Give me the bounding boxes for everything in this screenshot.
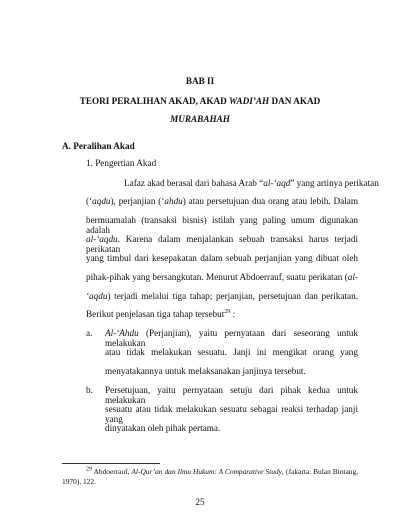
list-item-line: Al-‘Ahdu (Perjanjian), yaitu pernyataan dari seseorang untuk melakukan <box>105 328 358 348</box>
chapter-title-line1: TEORI PERALIHAN AKAD, AKAD WADI’AH DAN AKAD <box>79 96 321 106</box>
chapter-title-line2: MURABAHAH <box>170 114 230 124</box>
subsection-heading: 1. Pengertian Akad <box>86 158 157 168</box>
list-item-line: Persetujuan, yaitu pernyataan setuju dari pihak kedua untuk melakukan <box>105 385 358 405</box>
footnote-reference: 29 <box>224 308 231 315</box>
paragraph-line: yang timbul dari kesepakatan dalam sebuah perjanjian yang dibuat oleh <box>86 253 358 263</box>
footnote-line: 1970), 122. <box>62 477 96 486</box>
paragraph-line: pihak-pihak yang bersangkutan. Menurut Abdoerrauf, suatu perikatan (al- <box>86 272 358 282</box>
paragraph-line: ‘aqdu) terjadi melalui tiga tahap; perjanjian, persetujuan dan perikatan. <box>86 291 358 301</box>
list-item-line: atau tidak melakukan sesuatu. Janji ini mengikat orang yang <box>105 347 358 357</box>
list-marker: a. <box>86 328 93 338</box>
paragraph-line: al-‘aqdu. Karena dalam menjalankan sebuah transaksi harus terjadi perikatan <box>86 234 358 254</box>
paragraph-line: bermuamalah (transaksi bisnis) istilah yang paling umum digunakan adalah <box>86 215 358 235</box>
list-marker: b. <box>86 385 93 395</box>
page-number: 25 <box>195 497 205 507</box>
list-item-line: sesuatu atau tidak melakukan sesuatu sebagai reaksi terhadap janji yang <box>105 404 358 424</box>
list-item-line: menyatakannya untuk melaksanakan janjinya tersebut. <box>105 366 306 376</box>
paragraph-line: Berikut penjelasan tiga tahap tersebut$^{29}$ : <box>86 308 236 319</box>
paragraph-line: (‘aqdu), perjanjian (‘ahdu) atau persetujuan dua orang atau lebih. Dalam <box>86 196 358 206</box>
footnote-line: $^{29}$ Abdoerrauf, Al-Qur’an dan Ilmu Hukum: A Comparative Study, (Jakarta: Bulan Bintang, <box>86 466 358 476</box>
list-item-line: dinyatakan oleh pihak pertama. <box>105 423 221 433</box>
chapter-number: BAB II <box>185 76 215 86</box>
footnote-number: 29 <box>86 466 92 473</box>
section-heading: A. Peralihan Akad <box>62 141 135 151</box>
paragraph-line: Lafaz akad berasal dari bahasa Arab “al-‘aqd” yang artinya perikatan <box>124 178 379 188</box>
footnote-divider <box>62 463 160 464</box>
